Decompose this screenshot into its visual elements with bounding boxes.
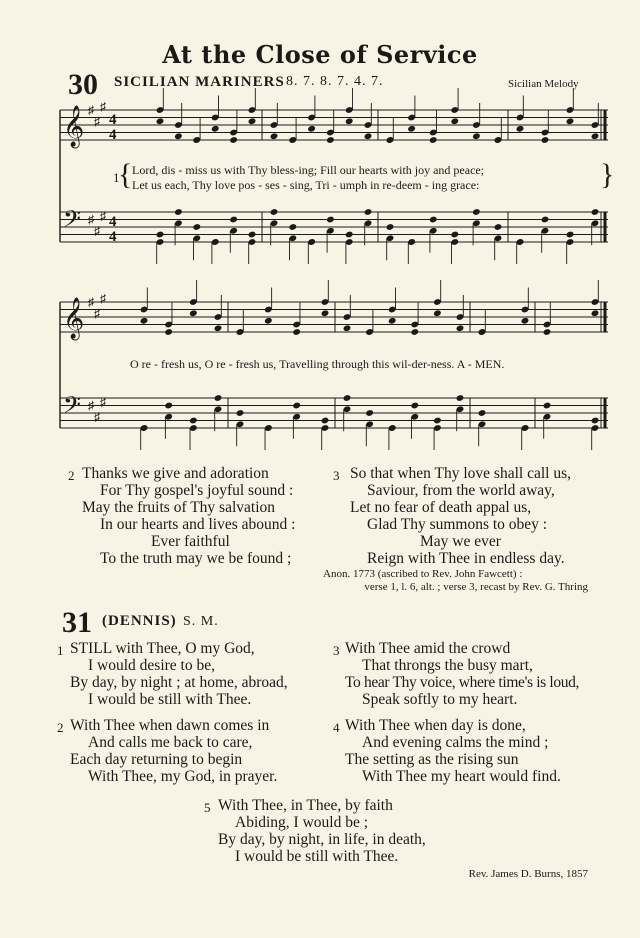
- stanza-line: Glad Thy summons to obey :: [367, 516, 548, 533]
- lyric-line-2: Let us each, Thy love pos - ses - sing, Tri - umph in re-deem - ing grace:: [132, 178, 480, 192]
- notehead: [450, 117, 459, 125]
- key-sharp: ♯: [94, 409, 100, 424]
- key-sharp: ♯: [88, 212, 94, 227]
- stanza-line: By day, by night, in life, in death,: [218, 831, 426, 848]
- time-signature: 4: [109, 214, 117, 230]
- notehead: [164, 402, 173, 410]
- notehead: [456, 394, 465, 402]
- notehead: [543, 328, 552, 336]
- notehead: [345, 117, 354, 125]
- stanza-line: With Thee my heart would find.: [362, 768, 561, 785]
- notehead: [345, 231, 354, 239]
- stanza-line: With Thee when dawn comes in: [70, 717, 270, 734]
- hymn-31-meter: S. M.: [183, 614, 219, 629]
- notehead: [494, 223, 503, 231]
- notehead: [429, 216, 438, 224]
- notehead: [264, 317, 273, 325]
- notehead: [236, 409, 245, 417]
- notehead: [433, 417, 442, 425]
- stanza-line: Speak softly to my heart.: [362, 691, 518, 708]
- notehead: [229, 136, 238, 144]
- hymn-30-stanza-2: [68, 465, 295, 567]
- notehead: [591, 208, 600, 216]
- notehead: [365, 409, 374, 417]
- notehead: [189, 417, 198, 425]
- lyric-line-1: Lord, dis - miss us with Thy bless-ing; Fill our hearts with joy and peace;: [132, 163, 485, 177]
- notehead: [407, 125, 416, 133]
- notehead: [174, 132, 183, 140]
- notehead: [292, 402, 301, 410]
- time-signature: 4: [109, 112, 117, 128]
- notehead: [292, 328, 301, 336]
- notehead: [229, 216, 238, 224]
- stanza-line: That throngs the busy mart,: [362, 657, 533, 674]
- hymn-31-number: 31: [62, 606, 92, 639]
- section-title: At the Close of Service: [162, 40, 478, 69]
- stanza-line: May we ever: [420, 533, 501, 550]
- notehead: [516, 125, 525, 133]
- key-sharp: ♯: [88, 103, 94, 117]
- stanza-line: With Thee, in Thee, by faith: [218, 797, 393, 814]
- stanza-line: I would desire to be,: [88, 657, 215, 674]
- key-sharp: ♯: [94, 223, 100, 238]
- time-signature: 4: [109, 229, 117, 245]
- notehead: [521, 317, 530, 325]
- hymn-31-credit: Rev. James D. Burns, 1857: [468, 868, 588, 880]
- notehead: [270, 208, 279, 216]
- notehead: [343, 394, 352, 402]
- clef-glyph: 𝄞: [63, 106, 85, 146]
- notehead: [364, 132, 373, 140]
- key-sharp: ♯: [88, 398, 94, 413]
- hymn-31-tune-name: (DENNIS): [102, 613, 177, 629]
- brace-close: }: [600, 158, 615, 191]
- notehead: [388, 317, 397, 325]
- stanza-line: I would be still with Thee.: [88, 691, 252, 708]
- stanza-line: Saviour, from the world away,: [367, 482, 555, 499]
- notehead: [326, 136, 335, 144]
- notehead: [248, 231, 257, 239]
- stanza-number: 3: [333, 468, 340, 483]
- notehead: [433, 309, 442, 317]
- music-score: [0, 0, 640, 460]
- stanza-line: By day, by night ; at home, abroad,: [70, 674, 288, 691]
- notehead: [189, 309, 198, 317]
- notehead: [156, 117, 165, 125]
- stanza-line: STILL with Thee, O my God,: [70, 640, 255, 657]
- notehead: [543, 402, 552, 410]
- stanza-number: 3: [333, 643, 340, 658]
- hymn-30-tune-name: SICILIAN MARINERS: [114, 74, 285, 90]
- notehead: [164, 328, 173, 336]
- credit-line-2: verse 1, l. 6, alt. ; verse 3, recast by Rev. G. Thring: [364, 581, 588, 593]
- stanza-number: 4: [333, 720, 340, 735]
- clef-glyph: 𝄢: [63, 207, 82, 238]
- notehead: [456, 324, 465, 332]
- time-signature: 4: [109, 127, 117, 143]
- notehead: [429, 136, 438, 144]
- stanza-number: 5: [204, 800, 211, 815]
- notehead: [541, 136, 550, 144]
- hymn-31-stanza-3: [333, 640, 579, 708]
- stanza-line: I would be still with Thee.: [235, 848, 399, 865]
- notehead: [156, 231, 165, 239]
- notehead: [270, 132, 279, 140]
- key-sharp: ♯: [100, 291, 106, 306]
- verse-label: 1: [113, 170, 120, 185]
- notehead: [214, 394, 223, 402]
- key-sharp: ♯: [94, 306, 100, 321]
- key-sharp: ♯: [94, 114, 100, 129]
- notehead: [450, 231, 459, 239]
- hymn-31-stanza-1: [57, 640, 288, 708]
- clef-glyph: 𝄞: [63, 298, 85, 338]
- notehead: [343, 324, 352, 332]
- credit-line-1: Anon. 1773 (ascribed to Rev. John Fawcett) :: [323, 568, 523, 580]
- stanza-line: The setting as the rising sun: [345, 751, 519, 768]
- notehead: [410, 402, 419, 410]
- hymn-31-stanza-4: [333, 717, 561, 785]
- notehead: [211, 125, 220, 133]
- notehead: [214, 324, 223, 332]
- stanza-line: To hear Thy voice, where time's is loud,: [345, 674, 580, 691]
- notehead: [566, 231, 575, 239]
- stanza-line: And calls me back to care,: [88, 734, 253, 751]
- stanza-line: Ever faithful: [151, 533, 230, 550]
- notehead: [472, 132, 481, 140]
- notehead: [566, 117, 575, 125]
- notehead: [472, 208, 481, 216]
- stanza-line: With Thee amid the crowd: [345, 640, 511, 657]
- notehead: [591, 417, 600, 425]
- stanza-line: Abiding, I would be ;: [235, 814, 369, 831]
- notehead: [307, 125, 316, 133]
- key-sharp: ♯: [100, 99, 106, 114]
- stanza-line: May the fruits of Thy salvation: [82, 499, 276, 516]
- notehead: [140, 317, 149, 325]
- notehead: [591, 132, 600, 140]
- hymn-30-credit: [290, 568, 588, 594]
- stanza-number: 2: [68, 468, 75, 483]
- stanza-line: With Thee when day is done,: [345, 717, 526, 734]
- stanza-line: To the truth may we be found ;: [100, 550, 292, 567]
- notehead: [386, 223, 395, 231]
- hymn-30-number: 30: [68, 68, 98, 101]
- clef-glyph: 𝄢: [63, 393, 82, 424]
- stanza-line: With Thee, my God, in prayer.: [88, 768, 278, 785]
- brace-open: {: [118, 158, 133, 191]
- hymn-30-tune-source: Sicilian Melody: [508, 78, 579, 90]
- hymn-30-meter: 8. 7. 8. 7. 4. 7.: [286, 74, 384, 89]
- hymn-30-stanza-3: [333, 465, 571, 567]
- hymn-31-stanza-5: [204, 797, 426, 865]
- stanza-line: Each day returning to begin: [70, 751, 243, 768]
- stanza-line: So that when Thy love shall call us,: [350, 465, 571, 482]
- notehead: [326, 216, 335, 224]
- notehead: [174, 208, 183, 216]
- key-sharp: ♯: [88, 295, 94, 309]
- notehead: [364, 208, 373, 216]
- hymn-31-stanza-2: [57, 717, 278, 785]
- stanza-number: 2: [57, 720, 64, 735]
- notehead: [541, 216, 550, 224]
- notehead: [248, 117, 257, 125]
- stanza-number: 1: [57, 643, 64, 658]
- lyric-line-3: O re - fresh us, O re - fresh us, Travelling through this wil-der-ness. A - MEN.: [130, 357, 505, 371]
- notehead: [288, 223, 297, 231]
- notehead: [321, 417, 330, 425]
- notehead: [410, 328, 419, 336]
- key-sharp: ♯: [100, 208, 106, 223]
- stanza-line: Reign with Thee in endless day.: [367, 550, 565, 567]
- notehead: [591, 309, 600, 317]
- notehead: [321, 309, 330, 317]
- stanza-line: And evening calms the mind ;: [362, 734, 549, 751]
- stanza-line: Let no fear of death appal us,: [350, 499, 532, 516]
- notehead: [192, 223, 201, 231]
- key-sharp: ♯: [100, 394, 106, 409]
- stanza-line: In our hearts and lives abound :: [100, 516, 296, 533]
- stanza-line: Thanks we give and adoration: [82, 465, 269, 482]
- stanza-line: For Thy gospel's joyful sound :: [100, 482, 294, 499]
- notehead: [478, 409, 487, 417]
